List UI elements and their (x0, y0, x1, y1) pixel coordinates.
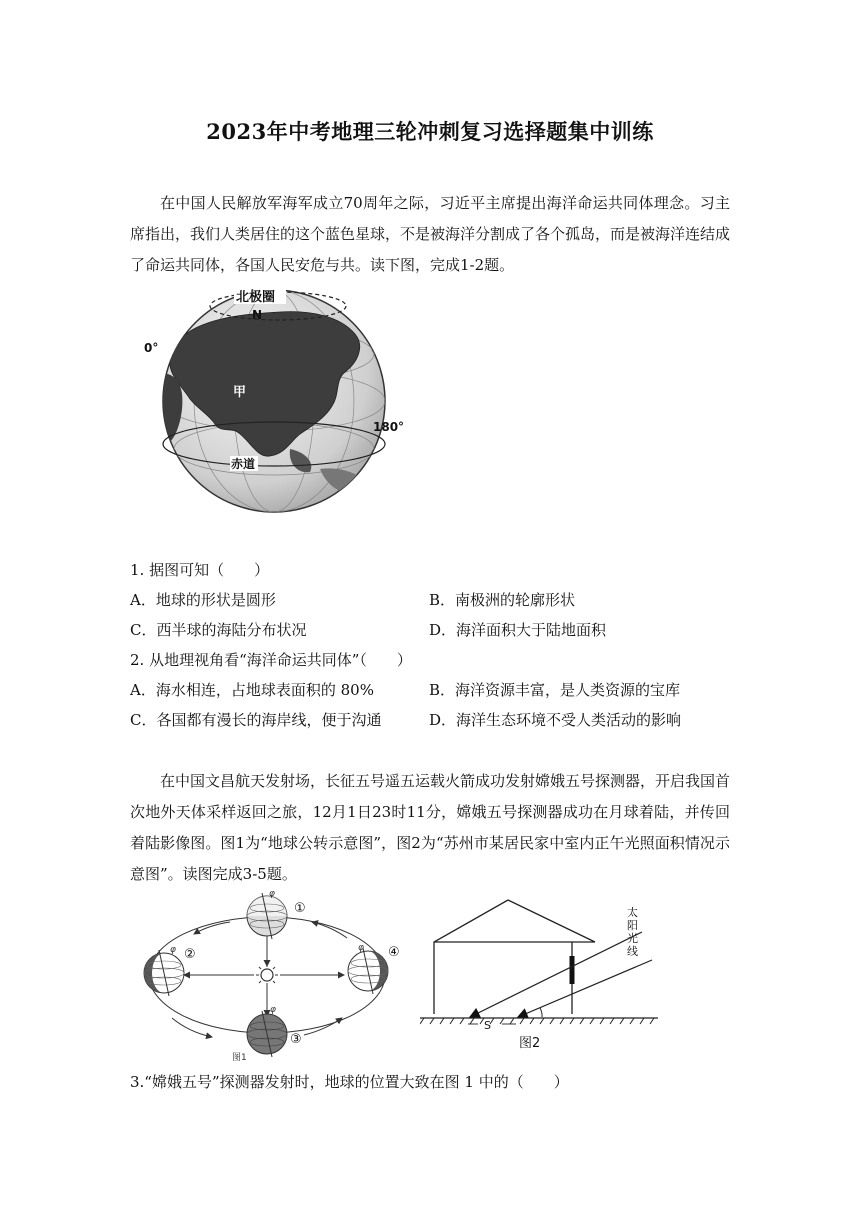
arctic-label: 北极圈 (236, 290, 276, 305)
svg-text:线: 线 (627, 945, 638, 958)
earth-position-2 (144, 945, 196, 996)
question-3-stem: 3.“嫦娥五号”探测器发射时，地球的位置大致在图 1 中的（ ） (130, 1073, 569, 1091)
question-1-option-d: D．海洋面积大于陆地面积 (429, 621, 607, 639)
sun-rays (470, 932, 652, 1017)
passage-ocean-community: 在中国人民解放军海军成立70周年之际，习近平主席提出海洋命运共同体理念。习主席指出，我们人类居住的这个蓝色星球，不是被海洋分割成了各个孤岛，而是被海洋连结成了命运共同体，各国人民安危与共。读下图，完成1-2题。 (130, 194, 731, 274)
question-2-option-a: A．海水相连，占地球表面积的 80% (130, 681, 374, 699)
earth-revolution-figure (132, 890, 412, 1062)
earth-position-1 (247, 890, 306, 939)
earth-position-3 (247, 1005, 302, 1057)
lon180-label: 180° (373, 420, 405, 434)
question-1-option-a: A．地球的形状是圆形 (130, 591, 276, 609)
svg-text:φ: φ (170, 945, 176, 955)
svg-text:φ: φ (358, 943, 364, 953)
question-2-option-c: C．各国都有漫长的海岸线，便于沟通 (130, 711, 382, 729)
lon0-label: 0° (144, 341, 159, 355)
figure-1-caption: 图1 (232, 1053, 247, 1062)
figure-2-caption: 图2 (519, 1036, 541, 1051)
svg-text:光: 光 (627, 932, 638, 945)
s-label: S (484, 1019, 491, 1032)
sunlight-label (627, 905, 638, 958)
passage-chang-e: 在中国文昌航天发射场，长征五号遥五运载火箭成功发射嫦娥五号探测器，开启我国首次地外天体采样返回之旅，12月1日23时11分，嫦娥五号探测器成功在月球着陆，并传回着陆影像图。图1为“地球公转示意图”，图2为“苏州市某居民家中室内正午光照面积情况示意图”。读图完成3-5题。 (130, 772, 731, 883)
question-1-stem: 1. 据图可知（ ） (130, 561, 270, 579)
sun-icon (256, 964, 278, 986)
page-title: 2023年中考地理三轮冲刺复习选择题集中训练 (206, 119, 654, 144)
house-sunlight-figure (420, 892, 670, 1062)
jia-label: 甲 (233, 385, 247, 400)
position-4-label: ④ (388, 945, 400, 960)
question-2-stem: 2. 从地理视角看“海洋命运共同体”（ ） (130, 651, 412, 669)
question-1-option-b: B．南极洲的轮廓形状 (429, 591, 576, 609)
svg-text:太: 太 (627, 906, 638, 919)
svg-text:φ: φ (269, 890, 275, 899)
position-1-label: ① (294, 901, 306, 916)
question-2-option-d: D．海洋生态环境不受人类活动的影响 (429, 711, 682, 729)
question-1-option-c: C．西半球的海陆分布状况 (130, 621, 307, 639)
question-2-option-b: B．海洋资源丰富，是人类资源的宝库 (429, 681, 681, 699)
svg-text:φ: φ (270, 1005, 276, 1015)
sun-angle-arc (540, 1008, 542, 1017)
position-2-label: ② (184, 947, 196, 962)
globe-figure (140, 284, 410, 520)
ground (420, 1018, 658, 1024)
equator-label: 赤道 (231, 457, 256, 471)
svg-text:阳: 阳 (627, 919, 638, 932)
north-label: N (252, 308, 263, 322)
position-3-label: ③ (290, 1032, 302, 1047)
